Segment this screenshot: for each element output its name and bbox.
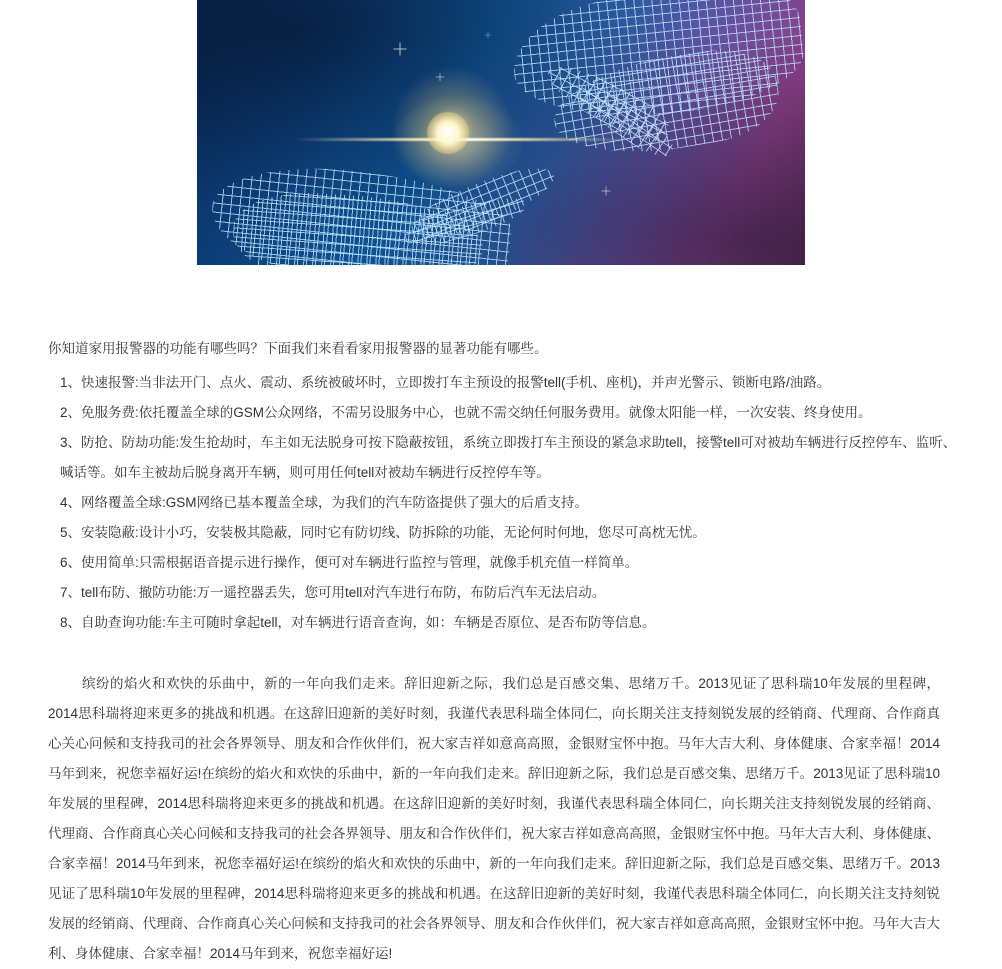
list-item: 7、tell布防、撤防功能:万一遥控器丢失，您可用tell对汽车进行布防，布防后汽车无法启动。 (60, 585, 606, 600)
sparkle-icon (436, 73, 444, 81)
list-item: 3、防抢、防劫功能:发生抢劫时，车主如无法脱身可按下隐蔽按钮，系统立即拨打车主预设的紧急求助tell，接警tell可对被劫车辆进行反控停车、监听、喊话等。如车主被劫后脱身离开车辆，则可用任何tell对被劫车辆进行反控停车等。 (60, 435, 957, 480)
article-closing-paragraph: 缤纷的焰火和欢快的乐曲中，新的一年向我们走来。辞旧迎新之际，我们总是百感交集、思绪万千。2013见证了思科瑞10年发展的里程碑，2014思科瑞将迎来更多的挑战和机遇。在这辞旧迎新的美好时刻，我谨代表思科瑞全体同仁，向长期关注支持刻锐发展的经销商、代理商、合作商真心关心问候和支持我司的社会各界领导、朋友和合作伙伴们，祝大家吉祥如意高高照，金银财宝怀中抱。马年大吉大利、身体健康、合家幸福！2014马年到来，祝您幸福好运!在缤纷的焰火和欢快的乐曲中，新的一年向我们走来。辞旧迎新之际，我们总是百感交集、思绪万千。2013见证了思科瑞10年发展的里程碑，2014思科瑞将迎来更多的挑战和机遇。在这辞旧迎新的美好时刻，我谨代表思科瑞全体同仁，向长期关注支持刻锐发展的经销商、代理商、合作商真心关心问候和支持我司的社会各界领导、朋友和合作伙伴们，祝大家吉祥如意高高照，金银财宝怀中抱。马年大吉大利、身体健康、合家幸福！2014马年到来，祝您幸福好运!在缤纷的焰火和欢快的乐曲中，新的一年向我们走来。辞旧迎新之际，我们总是百感交集、思绪万千。2013见证了思科瑞10年发展的里程碑，2014思科瑞将迎来更多的挑战和机遇。在这辞旧迎新的美好时刻，我谨代表思科瑞全体同仁，向长期关注支持刻锐发展的经销商、代理商、合作商真心关心问候和支持我司的社会各界领导、朋友和合作伙伴们，祝大家吉祥如意高高照，金银财宝怀中抱。马年大吉大利、身体健康、合家幸福！2014马年到来，祝您幸福好运! (48, 676, 940, 961)
sparkle-icon (602, 187, 611, 196)
hero-image-container (0, 0, 1002, 265)
list-item: 1、快速报警:当非法开门、点火、震动、系统被破坏时，立即拨打车主预设的报警tell(手机、座机)，并声光警示、锁断电路/油路。 (60, 375, 831, 390)
list-item: 8、自助查询功能:车主可随时拿起tell，对车辆进行语音查询，如：车辆是否原位、是否布防等信息。 (60, 615, 656, 630)
sparkle-icon (394, 43, 407, 56)
wireframe-hands-image (197, 0, 805, 265)
sparkle-icon (485, 32, 491, 38)
light-spark-core (427, 112, 469, 154)
list-item: 2、免服务费:依托覆盖全球的GSM公众网络，不需另设服务中心，也就不需交纳任何服务费用。就像太阳能一样，一次安装、终身使用。 (60, 405, 872, 420)
article-body (0, 334, 1002, 969)
list-item: 4、网络覆盖全球:GSM网络已基本覆盖全球，为我们的汽车防盗提供了强大的后盾支持。 (60, 495, 589, 510)
list-item: 5、安装隐蔽:设计小巧，安装极其隐蔽，同时它有防切线、防拆除的功能，无论何时何地，您尽可高枕无忧。 (60, 525, 706, 540)
list-item: 6、使用简单:只需根据语音提示进行操作，便可对车辆进行监控与管理，就像手机充值一样简单。 (60, 555, 639, 570)
article-lead-paragraph: 你知道家用报警器的功能有哪些吗？下面我们来看看家用报警器的显著功能有哪些。 (48, 341, 548, 356)
feature-list (26, 368, 976, 638)
